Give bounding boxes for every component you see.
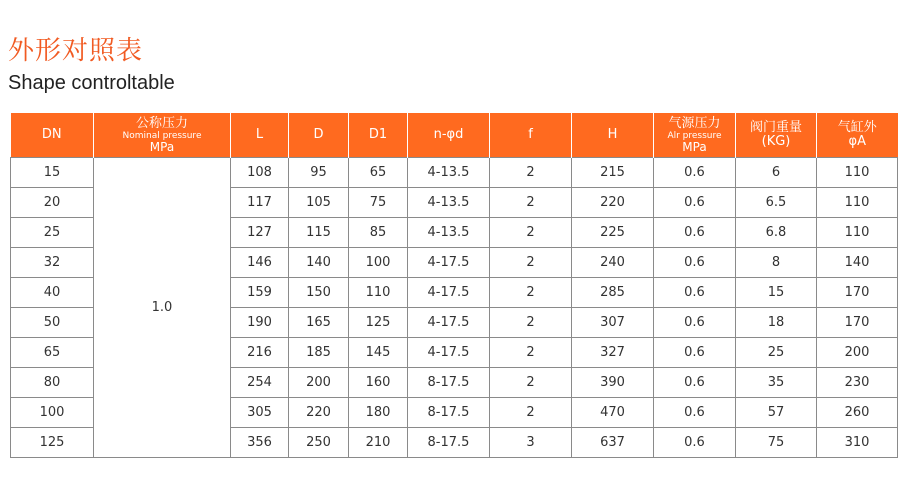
cell-d: 185	[289, 338, 349, 368]
header-h: H	[572, 113, 654, 158]
header-d1: D1	[349, 113, 408, 158]
cell-air: 0.6	[654, 398, 736, 428]
cell-dn: 25	[11, 218, 94, 248]
cell-a: 110	[817, 188, 898, 218]
cell-air: 0.6	[654, 188, 736, 218]
table-row	[11, 158, 898, 188]
cell-d1: 110	[349, 278, 408, 308]
header-n-phi-d: n-φd	[408, 113, 490, 158]
cell-weight: 75	[736, 428, 817, 458]
cell-dn: 32	[11, 248, 94, 278]
header-air-pressure	[654, 113, 736, 158]
cell-f: 2	[490, 218, 572, 248]
header-valve-weight-cn: 阀门重量	[749, 120, 802, 135]
cell-dn: 15	[11, 158, 94, 188]
cell-weight: 15	[736, 278, 817, 308]
cell-d1: 125	[349, 308, 408, 338]
cell-dn: 80	[11, 368, 94, 398]
cell-air: 0.6	[654, 158, 736, 188]
cell-l: 356	[231, 428, 289, 458]
cell-f: 2	[490, 278, 572, 308]
header-air-pressure-en: Alr pressure	[667, 130, 722, 141]
cell-nphid: 4-13.5	[408, 158, 490, 188]
cell-f: 2	[490, 248, 572, 278]
cell-nphid: 4-13.5	[408, 218, 490, 248]
cell-air: 0.6	[654, 278, 736, 308]
cell-d1: 160	[349, 368, 408, 398]
header-d: D	[289, 113, 349, 158]
cell-l: 127	[231, 218, 289, 248]
cell-weight: 6.5	[736, 188, 817, 218]
cell-l: 305	[231, 398, 289, 428]
cell-dn: 50	[11, 308, 94, 338]
cell-f: 2	[490, 158, 572, 188]
cell-f: 2	[490, 338, 572, 368]
cell-d: 95	[289, 158, 349, 188]
header-nominal-pressure-en: Nominal pressure	[122, 130, 202, 141]
table-body	[11, 158, 898, 458]
cell-air: 0.6	[654, 308, 736, 338]
cell-d: 115	[289, 218, 349, 248]
header-air-pressure-unit: MPa	[682, 139, 707, 154]
cell-d1: 210	[349, 428, 408, 458]
header-cylinder	[817, 113, 898, 158]
cell-a: 200	[817, 338, 898, 368]
cell-dn: 20	[11, 188, 94, 218]
cell-nphid: 8-17.5	[408, 398, 490, 428]
cell-h: 285	[572, 278, 654, 308]
cell-a: 260	[817, 398, 898, 428]
cell-a: 110	[817, 218, 898, 248]
cell-f: 2	[490, 398, 572, 428]
cell-h: 240	[572, 248, 654, 278]
cell-nominal-pressure: 1.0	[94, 158, 231, 458]
cell-h: 220	[572, 188, 654, 218]
cell-weight: 6.8	[736, 218, 817, 248]
cell-a: 230	[817, 368, 898, 398]
header-dn: DN	[11, 113, 94, 158]
cell-nphid: 4-17.5	[408, 248, 490, 278]
cell-air: 0.6	[654, 218, 736, 248]
cell-nphid: 8-17.5	[408, 368, 490, 398]
cell-l: 216	[231, 338, 289, 368]
cell-a: 170	[817, 308, 898, 338]
cell-d1: 100	[349, 248, 408, 278]
header-nominal-pressure-cn: 公称压力	[135, 115, 188, 131]
header-nominal-pressure-unit: MPa	[149, 139, 175, 154]
cell-weight: 8	[736, 248, 817, 278]
cell-l: 146	[231, 248, 289, 278]
cell-d: 105	[289, 188, 349, 218]
cell-d: 165	[289, 308, 349, 338]
page-title-english: Shape controltable	[8, 72, 175, 94]
table-header-row	[11, 113, 898, 158]
cell-weight: 57	[736, 398, 817, 428]
header-valve-weight-unit: (KG)	[761, 134, 791, 149]
cell-nphid: 8-17.5	[408, 428, 490, 458]
header-air-pressure-cn: 气源压力	[668, 115, 721, 131]
cell-a: 110	[817, 158, 898, 188]
cell-d1: 180	[349, 398, 408, 428]
cell-d1: 145	[349, 338, 408, 368]
cell-h: 307	[572, 308, 654, 338]
cell-l: 190	[231, 308, 289, 338]
cell-d: 200	[289, 368, 349, 398]
cell-d: 150	[289, 278, 349, 308]
cell-d1: 85	[349, 218, 408, 248]
cell-h: 390	[572, 368, 654, 398]
cell-d: 220	[289, 398, 349, 428]
cell-h: 225	[572, 218, 654, 248]
cell-d1: 75	[349, 188, 408, 218]
cell-dn: 65	[11, 338, 94, 368]
header-f: f	[490, 113, 572, 158]
header-nominal-pressure	[94, 113, 231, 158]
cell-f: 2	[490, 368, 572, 398]
cell-l: 254	[231, 368, 289, 398]
cell-l: 159	[231, 278, 289, 308]
cell-d1: 65	[349, 158, 408, 188]
header-valve-weight	[736, 113, 817, 158]
cell-nphid: 4-17.5	[408, 338, 490, 368]
header-l: L	[231, 113, 289, 158]
cell-a: 140	[817, 248, 898, 278]
header-cylinder-cn: 气缸外	[837, 120, 877, 135]
cell-nphid: 4-13.5	[408, 188, 490, 218]
cell-h: 637	[572, 428, 654, 458]
cell-nphid: 4-17.5	[408, 308, 490, 338]
header-cylinder-unit: φA	[848, 134, 866, 149]
cell-air: 0.6	[654, 428, 736, 458]
cell-dn: 100	[11, 398, 94, 428]
cell-d: 250	[289, 428, 349, 458]
cell-f: 2	[490, 308, 572, 338]
cell-nphid: 4-17.5	[408, 278, 490, 308]
cell-l: 108	[231, 158, 289, 188]
cell-f: 3	[490, 428, 572, 458]
cell-f: 2	[490, 188, 572, 218]
cell-dn: 40	[11, 278, 94, 308]
cell-h: 327	[572, 338, 654, 368]
cell-h: 470	[572, 398, 654, 428]
shape-control-table	[10, 113, 898, 458]
cell-weight: 18	[736, 308, 817, 338]
cell-l: 117	[231, 188, 289, 218]
cell-dn: 125	[11, 428, 94, 458]
cell-d: 140	[289, 248, 349, 278]
cell-weight: 25	[736, 338, 817, 368]
cell-a: 310	[817, 428, 898, 458]
cell-air: 0.6	[654, 248, 736, 278]
page-title-chinese: 外形对照表	[8, 36, 144, 66]
cell-air: 0.6	[654, 338, 736, 368]
cell-a: 170	[817, 278, 898, 308]
cell-h: 215	[572, 158, 654, 188]
cell-air: 0.6	[654, 368, 736, 398]
cell-weight: 35	[736, 368, 817, 398]
cell-weight: 6	[736, 158, 817, 188]
